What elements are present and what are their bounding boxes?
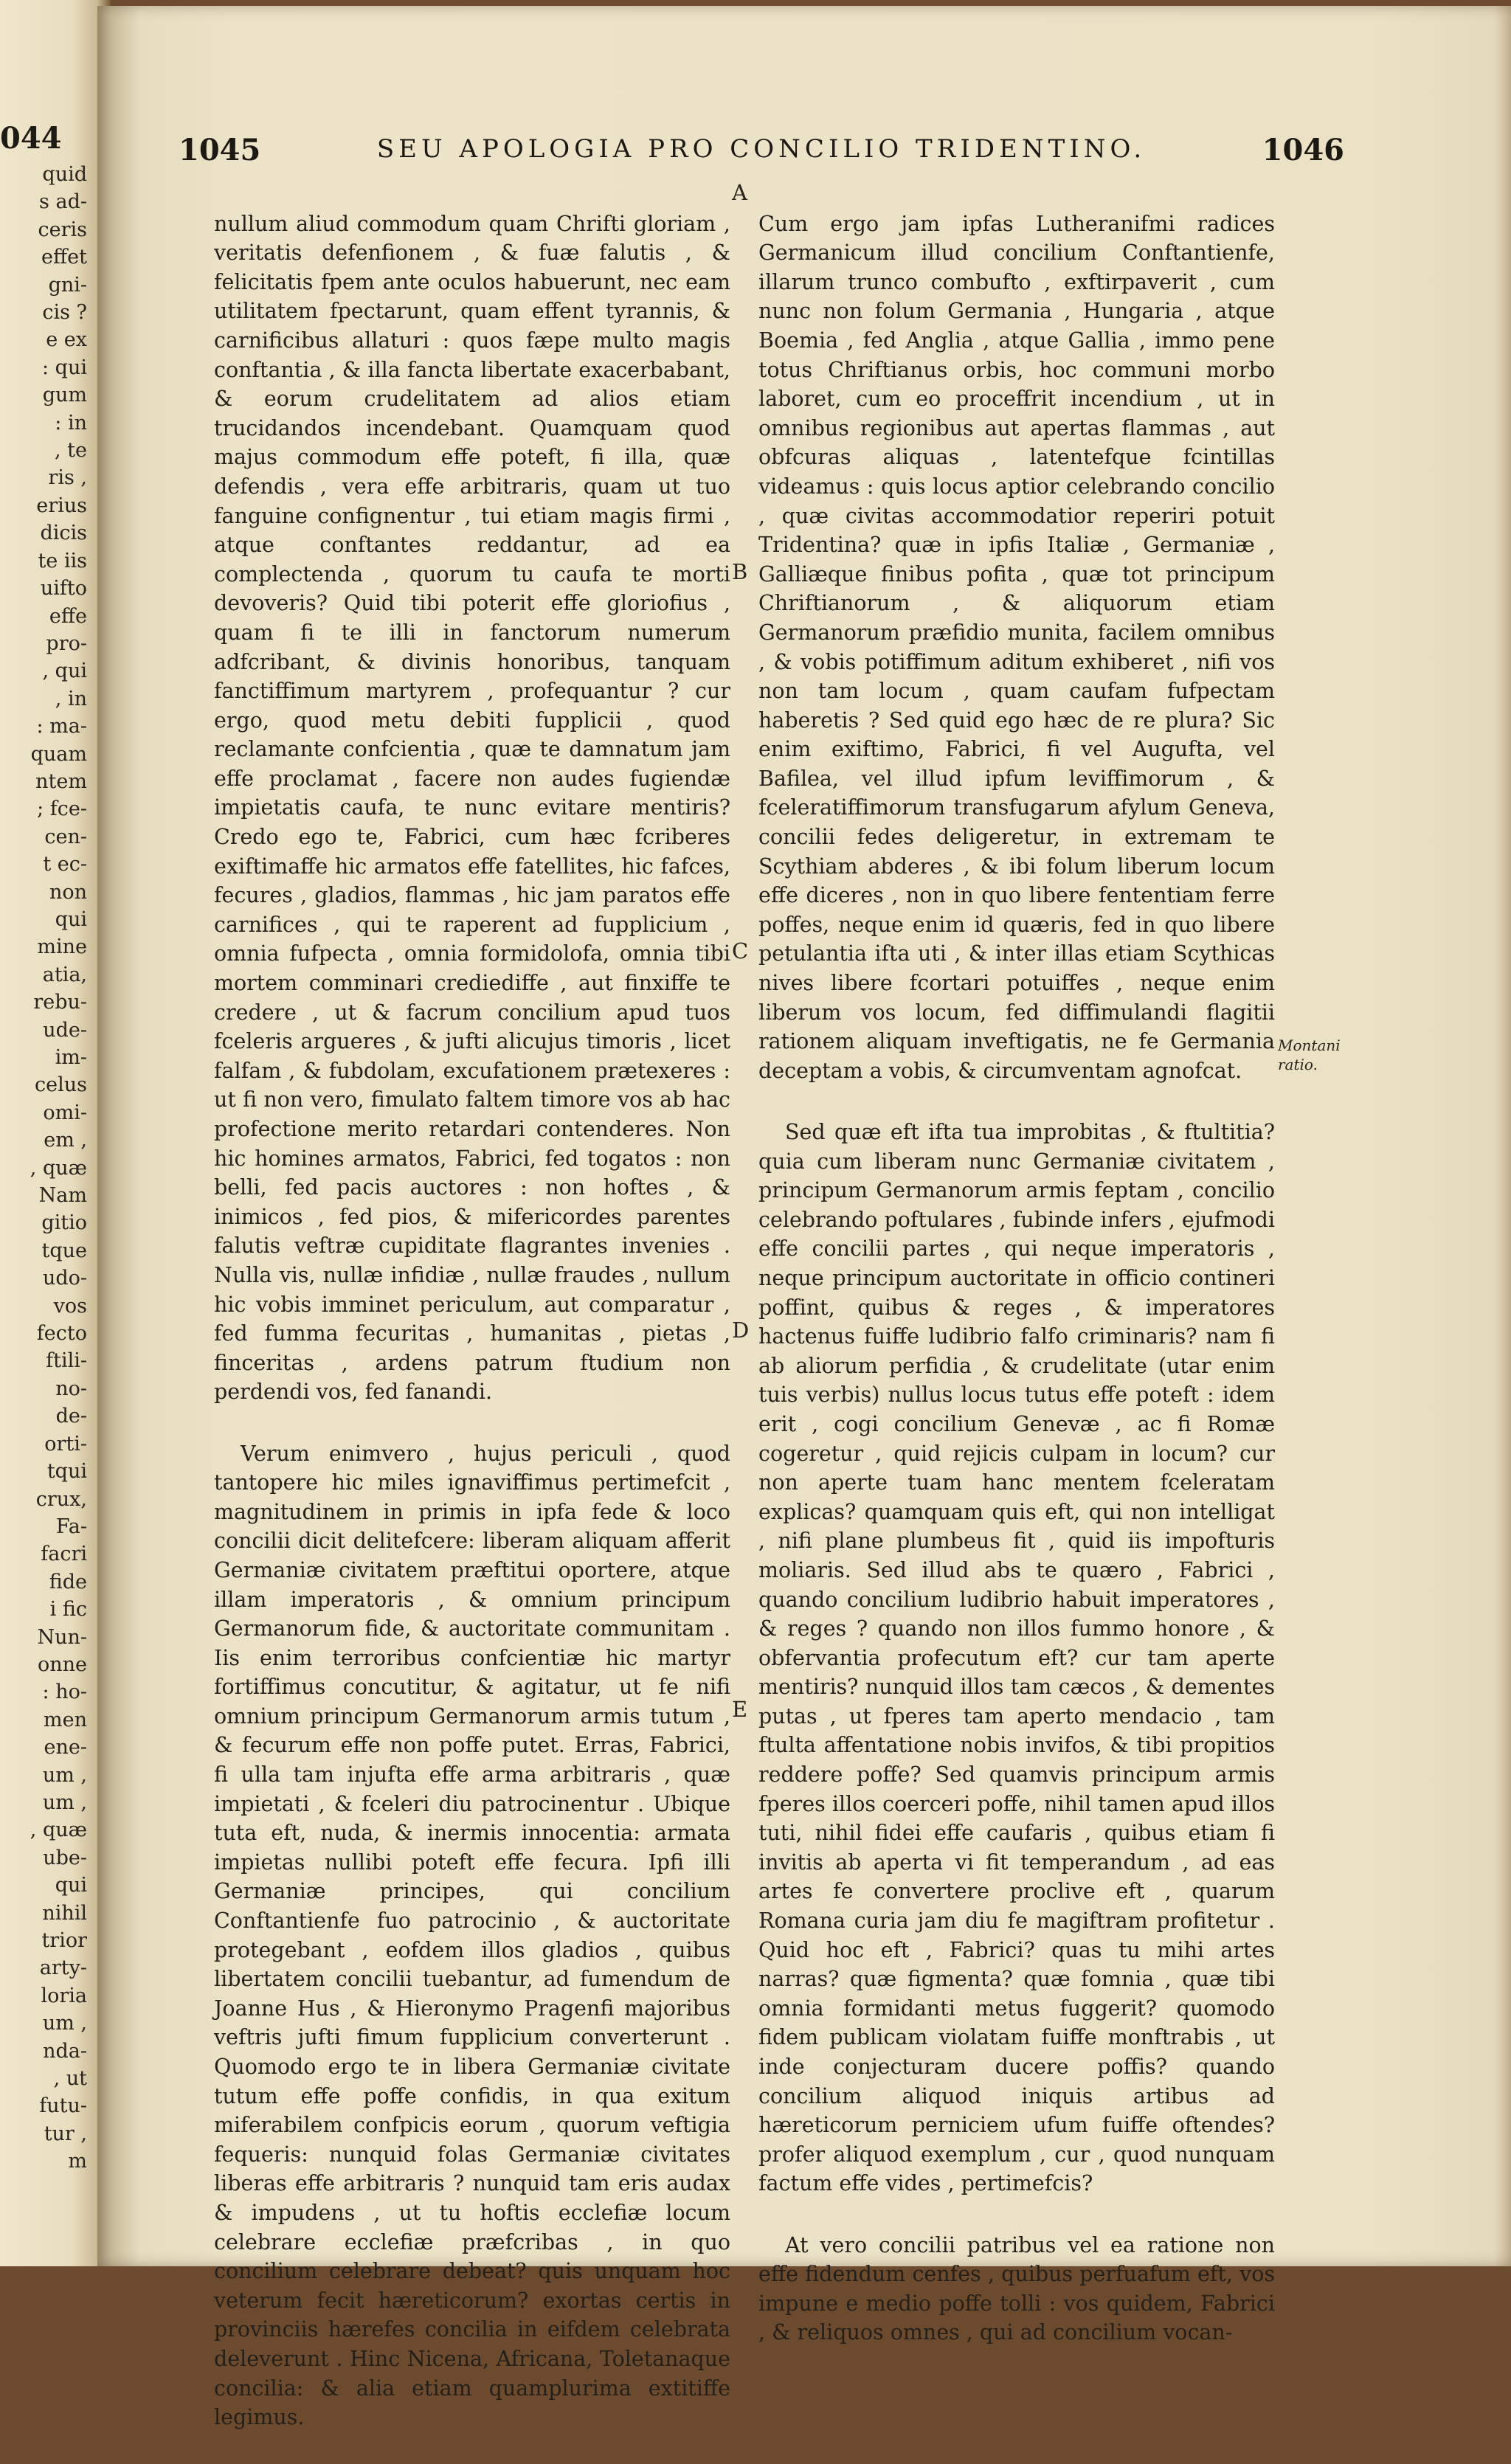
left-paragraph: Verum enimvero , hujus periculi , quod tantopere hic miles ignaviffimus pertimefcit , magnitudinem in primis in ipfa fede & loco concilii dicit delitefcere: liberam aliquam afferit Germaniæ civitatem præftitui oportere, atque illam imperatoris , & omnium principum Germanorum fide, & auctoritate communitam . Iis enim terroribus confcientiæ hic martyr fortiffimus concutitur, & agitatur, ut fe nifi omnium principum Germanorum armis tutum , & fecurum effe non poffe putet. Erras, Fabrici, fi ulla tam injufta effe arma arbitraris , quæ impietati , & fceleri diu patrocinentur . Ubique tuta eft, nuda, & inermis innocentia: armata impietas nullibi poteft effe fecura. Ipfi illi Germaniæ principes, qui concilium Conftantienfe fuo patrocinio , & auctoritate protegebant , eofdem illos gladios , quibus libertatem concilii tuebantur, ad fumendum de Joanne Hus , & Hieronymo Pragenfi majoribus veftris jufti fimum fupplicium converterunt . Quomodo ergo te in libera Germaniæ civitate tutum effe poffe confidis, in qua exitum miferabilem confpicis eorum , quorum veftigia fequeris: nunquid folas Germaniæ civitates liberas effe arbitraris ? nunquid tam eris audax & impudens , ut tu hoftis ecclefiæ locum celebrare ecclefiæ præfcribas , in quo concilium celebrare debeat? quis unquam hoc veterum fecit hæreticorum? exortas certis in provinciis hærefes concilia in eifdem celebrata deleverunt . Hinc Nicena, Africana, Toletanaque concilia: & alia etiam quamplurima extitiffe legimus. bbox=[214, 1441, 730, 2430]
section-letter-c: C bbox=[732, 938, 749, 963]
section-letter-e: E bbox=[732, 1697, 748, 1722]
page-edge-shadow bbox=[1493, 6, 1511, 2272]
right-paragraph: Sed quæ eft ifta tua improbitas , & ftultitia? quia cum liberam nunc Germaniæ civitatem , principum Germanorum armis feptam , concilio celebrando poftulares , fubinde infers , ejufmodi effe concilii partes , qui neque imperatoris , neque principum auctoritate in officio contineri poffint, quibus & reges , & imperatores hactenus fuiffe ludibrio falfo criminaris? nam fi ab aliorum perfidia , & crudelitate (utar enim tuis verbis) nullus locus tutus effe poteft : idem erit , cogi concilium Genevæ , ac fi Romæ cogeretur , quid rejicis culpam in locum? cur non aperte tuam hanc mentem fceleratam explicas? quamquam quis eft, qui non intelligat , nifi plane plumbeus fit , quid iis impofturis moliaris. Sed illud abs te quæro , Fabrici , quando concilium ludibrio habuit imperatores , & reges ? quando non illos fummo honore , & obfervantia profecutum eft? cur tam aperte mentiris? nunquid illos tam cæcos , & dementes putas , ut fperes tam aperto mendacio , tam ftulta affentatione nobis invifos, & tibi propitios reddere poffe? Sed quamvis principum armis fperes illos coerceri poffe, nihil tamen apud illos tuti, nihil fidei effe caufaris , quibus etiam fi invitis ab aperta vi fit temperandum , ad eas artes fe convertere proclive eft , quarum Romana curia jam diu fe magiftram profitetur . Quid hoc eft , Fabrici? quas tu mihi artes narras? quæ figmenta? quæ fomnia , quæ tibi omnia formidanti metus fuggerit? quomodo fidem publicam violatam fuiffe monftrabis , ut inde conjecturam ducere poffis? quando concilium aliquod iniquis artibus ad hæreticorum perniciem ufum fuiffe oftendes? profer aliquod exemplum , cur , quod nunquam factum effe vides , pertimefcis? bbox=[758, 1120, 1275, 2196]
section-letter-b: B bbox=[732, 559, 748, 584]
facing-page-text-fragments: quid s ad- ceris effet gni- cis ? e ex : qui gum : in , te ris , erius dicis te iis uifto effe pro- , qui , in : ma- quam ntem ; fce- cen- t ec- non qui mine atia, rebu- ude- im- celus omi- em , , quæ Nam gitio tque udo- vos fecto ftili- no- de- orti- tqui crux, Fa- facri fide i fic Nun- onne : ho- men ene- um , um , , quæ ube- qui nihil trior arty- loria um , nda- , ut futu- tur , m bbox=[30, 163, 87, 2173]
page-number-right: 1046 bbox=[1262, 133, 1344, 167]
left-column bbox=[214, 180, 730, 2464]
left-paragraph: nullum aliud commodum quam Chrifti gloriam , veritatis defenfionem , & fuæ falutis , & felicitatis fpem ante oculos habuerunt, nec eam utilitatem fpectarunt, quam effent tyrannis, & carnificibus allaturi : quos fæpe multo magis conftantia , & illa fancta libertate exacerbabant, & eorum crudelitatem ad alios etiam trucidandos incendebant. Quamquam quod majus commodum effe poteft, fi illa, quæ defendis , vera effe arbitraris, quam ut tuo fanguine confignentur , tui etiam magis firmi , atque conftantes reddantur, ad ea complectenda , quorum tu caufa te morti devoveris? Quid tibi poterit effe gloriofius , quam fi te illi in fanctorum numerum adfcribant, & divinis honoribus, tanquam fanctiffimum martyrem , profequantur ? cur ergo, quod metu debiti fupplicii , quod reclamante confcientia , quæ te damnatum jam effe proclamat , facere non audes fugiendæ impietatis caufa, te nunc evitare mentiris? Credo ego te, Fabrici, cum hæc fcriberes exiftimaffe hic armatos effe fatellites, hic fafces, fecures , gladios, flammas , hic jam paratos effe carnifices , qui te raperent ad fupplicium , omnia fufpecta , omnia formidolofa, omnia tibi mortem comminari crediediffe , aut finxiffe te credere , ut & facrum concilium apud tuos fceleris argueres , & jufti alicujus timoris , licet falfam , & fubdolam, excufationem prætexeres : ut fi non vero, fimulato faltem timore vos ab hac profectione merito retardari contenderes. Non hic homines armatos, Fabrici, fed togatos : non belli, fed pacis auctores : non hoftes , & inimicos , fed pios, & mifericordes parentes falutis veftræ cupiditate flagrantes invenies . Nulla vis, nullæ infidiæ , nullæ fraudes , nullum hic vobis imminet periculum, aut comparatur , fed fumma fecuritas , humanitas , pietas , finceritas , ardens patrum ftudium non perdendi vos, fed fanandi. bbox=[214, 211, 730, 1405]
page-number-left: 1045 bbox=[179, 133, 261, 167]
right-paragraph: At vero concilii patribus vel ea ratione non effe fidendum cenfes , quibus perfuafum eft, vos impune e medio poffe tolli : vos quidem, Fabrici , & reliquos omnes , qui ad concilium vocan- bbox=[758, 2232, 1275, 2345]
right-paragraph: Cum ergo jam ipfas Lutheranifmi radices Germanicum illud concilium Conftantienfe, illarum trunco combufto , exftirpaverit , cum nunc non folum Germania , Hungaria , atque Boemia , fed Anglia , atque Gallia , immo pene totus Chriftianus orbis, hoc communi morbo laboret, cum eo proceffrit incendium , ut in omnibus regionibus aut apertas flammas , aut obfcuras aliquas , latentefque fcintillas videamus : quis locus aptior celebrando concilio , quæ civitas accommodatior reperiri potuit Tridentina? quæ in ipfis Italiæ , Germaniæ , Galliæque finibus pofita , quæ tot principum Chriftianorum , & aliquorum etiam Germanorum præfidio munita, facilem omnibus , & vobis potiffimum aditum exhiberet , nifi vos non tam locum , quam caufam fufpectam haberetis ? Sed quid ego hæc de re plura? Sic enim exiftimo, Fabrici, fi vel Augufta, vel Bafilea, vel illud ipfum leviffimorum , & fceleratiffimorum transfugarum afylum Geneva, concilii fedes deligeretur, in extremam te Scythiam abderes , & ibi folum liberum locum effe diceres , non in quo libere fententiam ferre poffes, neque enim id quæris, fed in quo libere petulantia ifta uti , & inter illas etiam Scythicas nives libere fcortari potuiffes , neque enim liberum vos locum, fed diffimulandi flagitii rationem aliquam inveftigatis, ne fe Germania deceptam a vobis, & circumventam agnofcat. bbox=[758, 211, 1275, 1083]
margin-note: Montani ratio. bbox=[1278, 1037, 1341, 1073]
running-title: SEU APOLOGIA PRO CONCILIO TRIDENTINO. bbox=[376, 134, 1147, 164]
section-letter-a: A bbox=[732, 180, 747, 205]
section-letter-d: D bbox=[732, 1318, 750, 1343]
right-column bbox=[758, 180, 1275, 2380]
running-header bbox=[179, 133, 1344, 173]
facing-page-number: 044 bbox=[0, 121, 62, 156]
book-page bbox=[97, 6, 1511, 2430]
facing-page-edge bbox=[0, 0, 111, 2266]
